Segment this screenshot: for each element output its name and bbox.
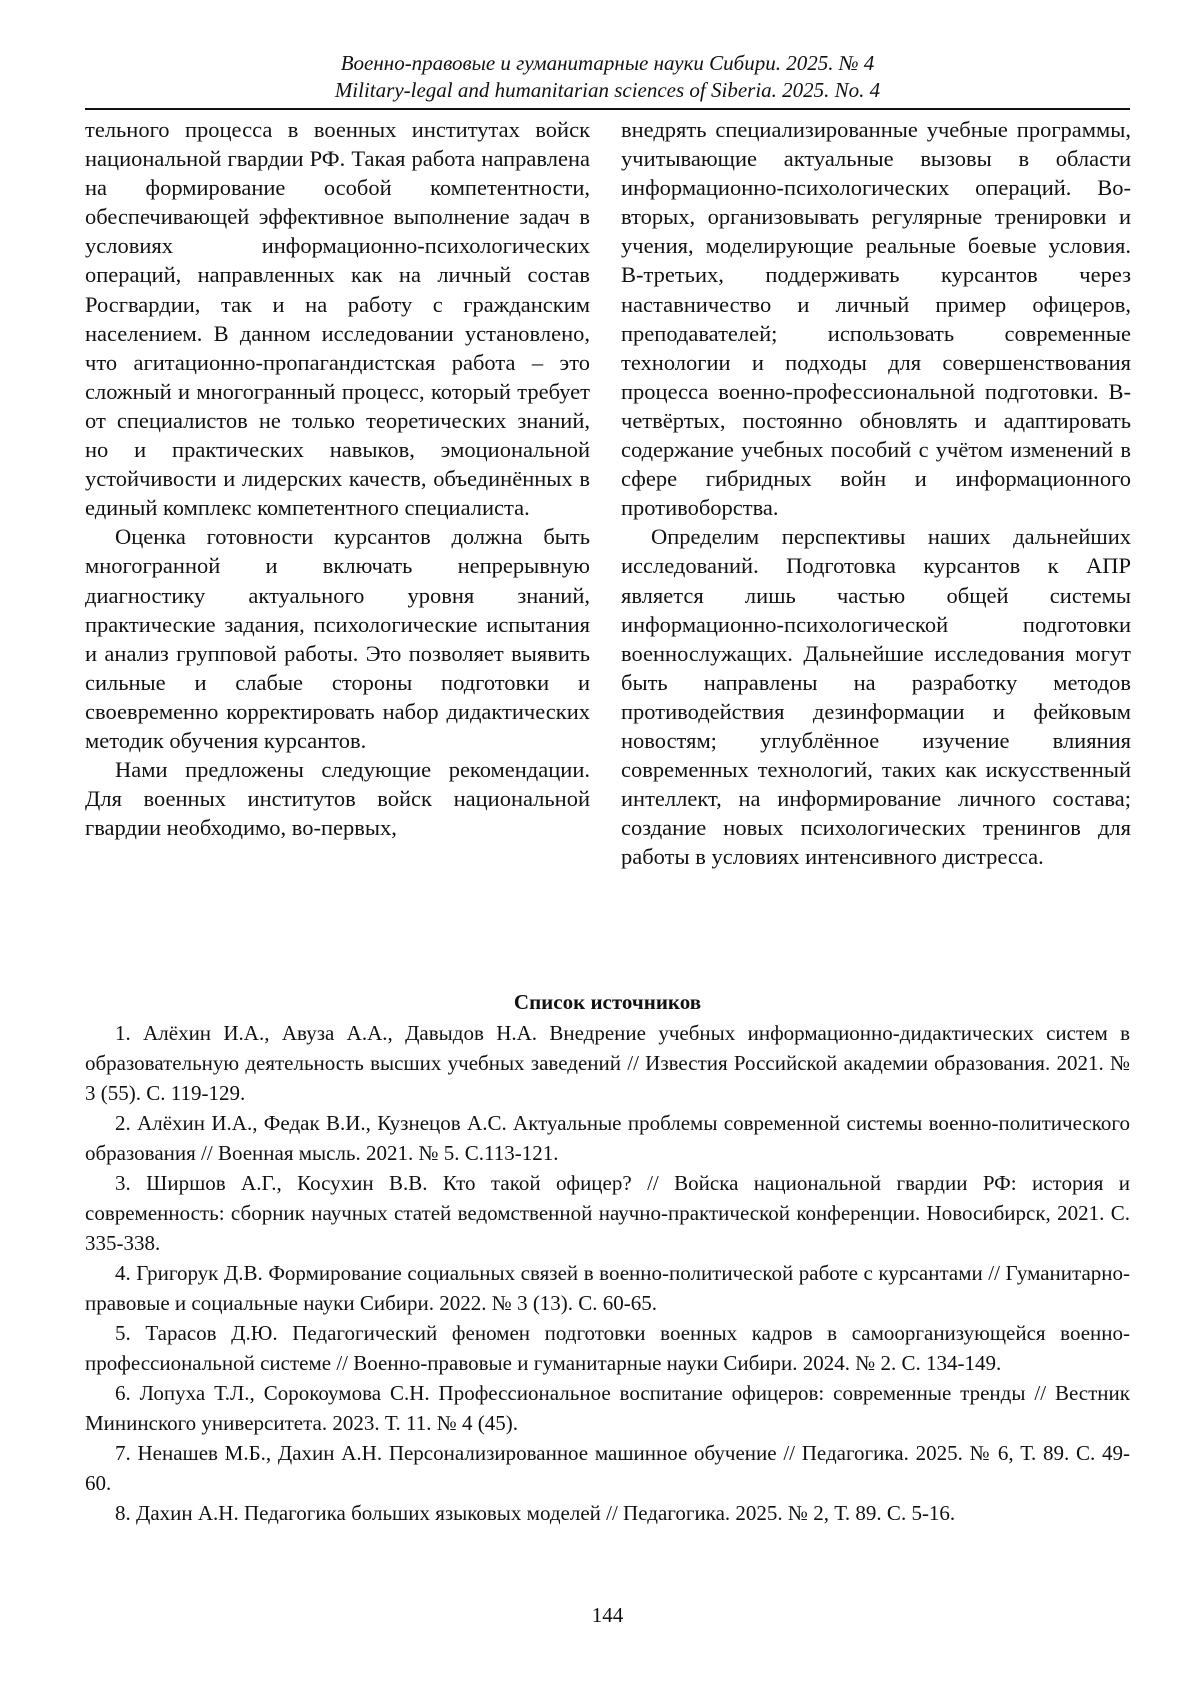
paragraph: Оценка готовности курсантов должна быть многогранной и включать непрерывную диагностику актуального уровня знаний, практические задания, психологические испытания и анализ групповой работы. Это позволяет выявить сильные и слабые стороны подготовки и своевременно корректировать набор дидактических методик обучения курсантов. xyxy=(85,524,590,753)
reference-item: 3. Ширшов А.Г., Косухин В.В. Кто такой офицер? // Войска национальной гвардии РФ: история и современность: сборник научных статей ведомственной научно-практической конференции. Новосибирск, 2021. С. 335-338. xyxy=(85,1171,1130,1255)
journal-title-en: Military-legal and humanitarian sciences of Siberia. 2025. No. 4 xyxy=(334,78,881,102)
references-list xyxy=(85,1018,1130,1528)
paragraph: Определим перспективы наших дальнейших исследований. Подготовка курсантов к АПР является лишь частью общей системы информационно-психологической подготовки военнослужащих. Дальнейшие исследования могут быть направлены на разработку методов противодействия дезинформации и фейковым новостям; углублённое изучение влияния современных технологий, таких как искусственный интеллект, на информирование личного состава; создание новых психологических тренингов для работы в условиях интенсивного дистресса. xyxy=(621,524,1131,870)
paragraph: тельного процесса в военных институтах войск национальной гвардии РФ. Такая работа направлена на формирование особой компетентности, обеспечивающей эффективное выполнение задач в условиях информационно-психологических операций, направленных как на личный состав Росгвардии, так и на работу с гражданским населением. В данном исследовании установлено, что агитационно-пропагандистская работа – это сложный и многогранный процесс, который требует от специалистов не только теоретических знаний, но и практических навыков, эмоциональной устойчивости и лидерских качеств, объединённых в единый комплекс компетентного специалиста. xyxy=(85,117,590,521)
reference-item: 4. Григорук Д.В. Формирование социальных связей в военно-политической работе с курсантами // Гуманитарно-правовые и социальные науки Сибири. 2022. № 3 (13). С. 60-65. xyxy=(85,1261,1130,1315)
right-column xyxy=(621,115,1131,871)
header-divider xyxy=(85,108,1130,110)
reference-item: 1. Алёхин И.А., Авуза А.А., Давыдов Н.А. Внедрение учебных информационно-дидактических систем в образовательную деятельность высших учебных заведений // Известия Российской академии образования. 2021. № 3 (55). С. 119-129. xyxy=(85,1021,1130,1105)
reference-item: 2. Алёхин И.А., Федак В.И., Кузнецов А.С. Актуальные проблемы современной системы военно-политического образования // Военная мысль. 2021. № 5. С.113-121. xyxy=(85,1111,1130,1165)
references-title: Список источников xyxy=(513,990,702,1014)
reference-item: 7. Ненашев М.Б., Дахин А.Н. Персонализированное машинное обучение // Педагогика. 2025. № 6, Т. 89. С. 49-60. xyxy=(85,1441,1130,1495)
reference-item: 8. Дахин А.Н. Педагогика больших языковых моделей // Педагогика. 2025. № 2, Т. 89. С. 5-16. xyxy=(115,1501,956,1525)
journal-header xyxy=(85,50,1130,104)
journal-title-ru: Военно-правовые и гуманитарные науки Сибири. 2025. № 4 xyxy=(340,51,875,75)
reference-item: 5. Тарасов Д.Ю. Педагогический феномен подготовки военных кадров в самоорганизующейся военно-профессиональной системе // Военно-правовые и гуманитарные науки Сибири. 2024. № 2. С. 134-149. xyxy=(85,1321,1130,1375)
left-column xyxy=(85,115,590,842)
reference-item: 6. Лопуха Т.Л., Сорокоумова С.Н. Профессиональное воспитание офицеров: современные тренды // Вестник Мининского университета. 2023. Т. 11. № 4 (45). xyxy=(85,1381,1130,1435)
paragraph: Нами предложены следующие рекомендации. Для военных институтов войск национальной гвардии необходимо, во-первых, xyxy=(85,757,590,841)
page-number: 144 xyxy=(591,1603,624,1627)
paragraph: внедрять специализированные учебные программы, учитывающие актуальные вызовы в области информационно-психологических операций. Во-вторых, организовывать регулярные тренировки и учения, моделирующие реальные боевые условия. В-третьих, поддерживать курсантов через наставничество и личный пример офицеров, преподавателей; использовать современные технологии и подходы для совершенствования процесса военно-профессиональной подготовки. В-четвёртых, постоянно обновлять и адаптировать содержание учебных пособий с учётом изменений в сфере гибридных войн и информационного противоборства. xyxy=(621,117,1131,521)
